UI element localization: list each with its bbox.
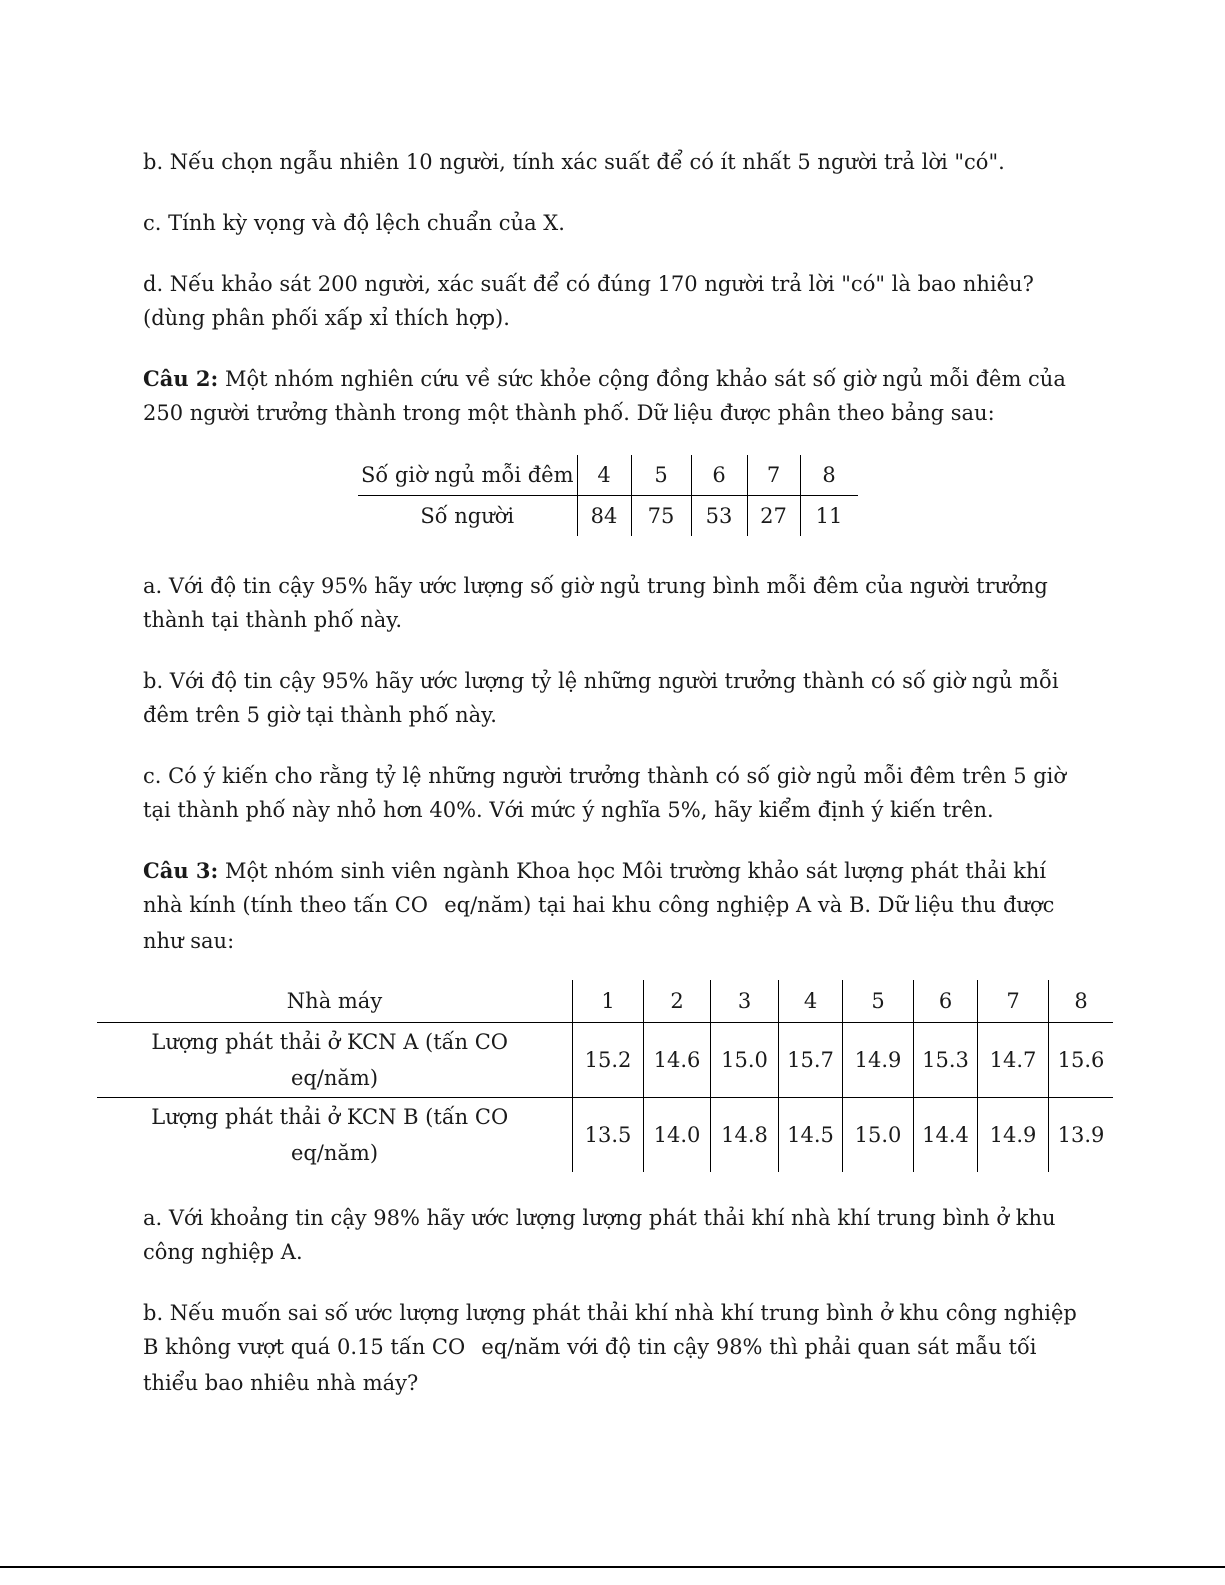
emission-row-a [97, 1023, 1113, 1098]
plant-header-row [97, 980, 1113, 1023]
people-count-row [358, 496, 858, 537]
paragraph-2c: c. Có ý kiến cho rằng tỷ lệ những người trưởng thành có số giờ ngủ mỗi đêm trên 5 giờ tại thành phố này nhỏ hơn 40%. Với mức ý nghĩa 5%, hãy kiểm định ý kiến trên. [143, 764, 1067, 822]
emission-a-value: 14.6 [644, 1023, 711, 1098]
emission-b-value: 13.5 [573, 1098, 644, 1173]
question-2-intro: Câu 2: Một nhóm nghiên cứu về sức khỏe cộng đồng khảo sát số giờ ngủ mỗi đêm của 250 người trưởng thành trong một thành phố. Dữ liệu được phân theo bảng sau: [143, 366, 1066, 425]
plant-number: 1 [573, 980, 644, 1023]
emission-b-value: 15.0 [843, 1098, 914, 1173]
paragraph-3a: a. Với khoảng tin cậy 98% hãy ước lượng lượng phát thải khí nhà khí trung bình ở khu công nghiệp A. [143, 1206, 1056, 1264]
emission-table [97, 980, 1113, 1172]
count-cell: 53 [691, 496, 747, 537]
hours-cell: 7 [747, 455, 800, 496]
paragraph-b-sample-10: b. Nếu chọn ngẫu nhiên 10 người, tính xác suất để có ít nhất 5 người trả lời "có". [143, 150, 1005, 174]
count-cell: 75 [631, 496, 691, 537]
emission-a-value: 15.2 [573, 1023, 644, 1098]
plant-header-label: Nhà máy [97, 980, 573, 1023]
emission-b-value: 14.4 [914, 1098, 978, 1173]
emission-b-value: 14.9 [978, 1098, 1049, 1173]
emission-a-value: 15.3 [914, 1023, 978, 1098]
question-3-intro: Câu 3: Một nhóm sinh viên ngành Khoa học Môi trường khảo sát lượng phát thải khí nhà kính (tính theo tấn CO eq/năm) tại hai khu công nghiệp A và B. Dữ liệu thu được như sau: [143, 858, 1055, 953]
count-cell: 27 [747, 496, 800, 537]
emission-a-value: 14.7 [978, 1023, 1049, 1098]
emission-a-value: 15.7 [779, 1023, 843, 1098]
emission-b-value: 14.5 [779, 1098, 843, 1173]
plant-number: 5 [843, 980, 914, 1023]
plant-number: 2 [644, 980, 711, 1023]
emission-a-label: Lượng phát thải ở KCN A (tấn CO eq/năm) [97, 1023, 573, 1098]
people-count-label: Số người [420, 504, 515, 528]
emission-row-b [97, 1098, 1113, 1173]
hours-cell: 5 [631, 455, 691, 496]
question-2-label: Câu 2: [143, 366, 219, 391]
sleep-hours-label: Số giờ ngủ mỗi đêm [358, 455, 577, 496]
count-cell: 84 [577, 496, 631, 537]
emission-a-value: 15.0 [711, 1023, 779, 1098]
sleep-hours-table [358, 455, 858, 536]
plant-number: 8 [1049, 980, 1114, 1023]
plant-number: 6 [914, 980, 978, 1023]
emission-b-label: Lượng phát thải ở KCN B (tấn CO eq/năm) [151, 1105, 509, 1165]
plant-number: 4 [779, 980, 843, 1023]
plant-number: 7 [978, 980, 1049, 1023]
emission-a-value: 14.9 [843, 1023, 914, 1098]
emission-b-value: 14.0 [644, 1098, 711, 1173]
paragraph-2b: b. Với độ tin cậy 95% hãy ước lượng tỷ lệ những người trưởng thành có số giờ ngủ mỗi đêm trên 5 giờ tại thành phố này. [143, 669, 1059, 727]
emission-a-value: 15.6 [1049, 1023, 1114, 1098]
paragraph-2a: a. Với độ tin cậy 95% hãy ước lượng số giờ ngủ trung bình mỗi đêm của người trưởng thành tại thành phố này. [143, 574, 1048, 632]
count-cell: 11 [800, 496, 858, 537]
plant-number: 3 [711, 980, 779, 1023]
paragraph-3b: b. Nếu muốn sai số ước lượng lượng phát thải khí nhà khí trung bình ở khu công nghiệp B không vượt quá 0.15 tấn CO eq/năm với độ tin cậy 98% thì phải quan sát mẫu tối thiểu bao nhiêu nhà máy? [143, 1301, 1077, 1395]
hours-cell: 4 [577, 455, 631, 496]
emission-b-value: 14.8 [711, 1098, 779, 1173]
question-3-label: Câu 3: [143, 858, 219, 883]
sleep-hours-row [358, 455, 858, 496]
hours-cell: 6 [691, 455, 747, 496]
hours-cell: 8 [800, 455, 858, 496]
page-bottom-border [0, 1566, 1225, 1568]
paragraph-c-expectation: c. Tính kỳ vọng và độ lệch chuẩn của X. [143, 211, 565, 235]
paragraph-d-survey-200: d. Nếu khảo sát 200 người, xác suất để có đúng 170 người trả lời "có" là bao nhiêu? (dùng phân phối xấp xỉ thích hợp). [143, 272, 1034, 330]
emission-b-value: 13.9 [1049, 1098, 1114, 1173]
